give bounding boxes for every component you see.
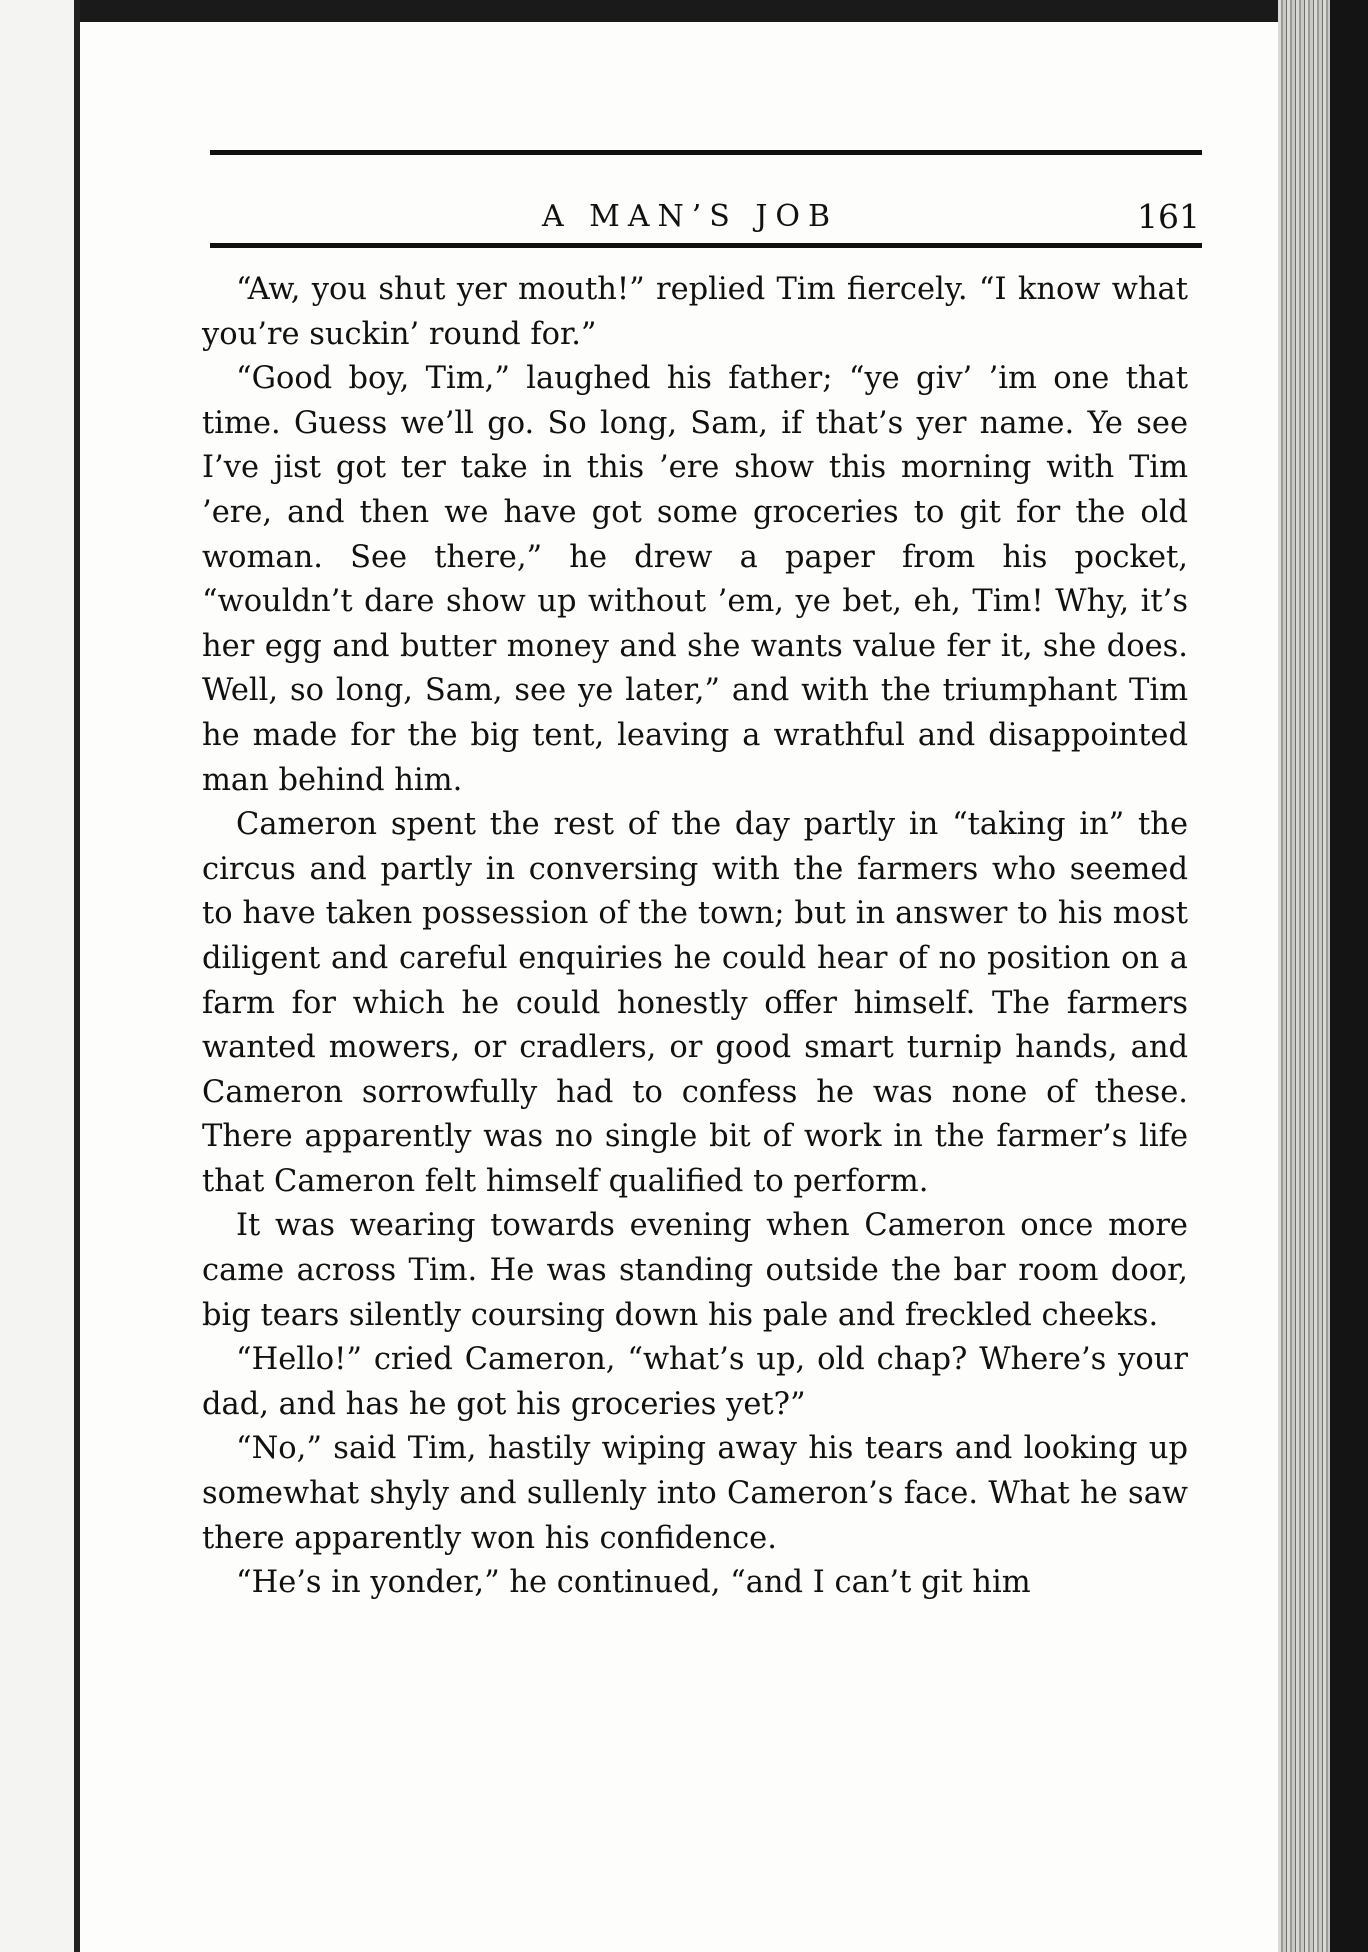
book-gutter bbox=[74, 0, 80, 1952]
paragraph: “Hello!” cried Cameron, “what’s up, old chap? Where’s your dad, and has he got his groceries yet?” bbox=[202, 1342, 1188, 1422]
paragraph bbox=[202, 268, 1188, 357]
header-bottom-rule bbox=[210, 243, 1202, 248]
paragraph-first-line: “Aw, you shut yer mouth!” replied Tim fiercely. “I bbox=[236, 272, 1007, 307]
paragraph-continuation: know what you’re suckin’ round for.” bbox=[202, 272, 1188, 352]
right-scan-border bbox=[1330, 0, 1368, 1952]
running-title: A MAN’S JOB bbox=[541, 199, 839, 234]
book-page bbox=[190, 150, 1200, 1606]
left-page-margin bbox=[0, 0, 80, 1952]
paragraph: “Good boy, Tim,” laughed his father; “ye giv’ ’im one that time. Guess we’ll go. So long, Sam, if that’s yer name. Ye see I’ve jist got ter take in this ’ere show this morning with Tim ’ere, and then we have got some groceries to git for the old woman. See there,” he drew a paper from his pocket, “wouldn’t dare show up without ’em, ye bet, eh, Tim! Why, it’s her egg and butter money and she wants value fer it, she does. Well, so long, Sam, see ye later,” and with the triumphant Tim he made for the big tent, leaving a wrathful and disappointed man behind him. bbox=[202, 361, 1188, 798]
page-number: 161 bbox=[1137, 197, 1200, 236]
paragraph: “No,” said Tim, hastily wiping away his tears and looking up somewhat shyly and sullenly into Cameron’s face. What he saw there apparently won his confidence. bbox=[202, 1431, 1188, 1556]
running-header bbox=[190, 155, 1200, 243]
paragraph: It was wearing towards evening when Cameron once more came across Tim. He was standing outside the bar room door, big tears silently coursing down his pale and freckled cheeks. bbox=[202, 1208, 1188, 1333]
top-scan-border bbox=[0, 0, 1368, 22]
paragraph: “He’s in yonder,” he continued, “and I can’t git him bbox=[236, 1565, 1031, 1601]
body-text bbox=[202, 268, 1188, 1606]
paragraph: Cameron spent the rest of the day partly in “taking in” the circus and partly in conversing with the farmers who seemed to have taken possession of the town; but in answer to his most diligent and careful enquiries he could hear of no position on a farm for which he could honestly offer himself. The farmers wanted mowers, or cradlers, or good smart turnip hands, and Cameron sorrowfully had to confess he was none of these. There apparently was no single bit of work in the farmer’s life that Cameron felt himself qualified to perform. bbox=[202, 807, 1188, 1199]
